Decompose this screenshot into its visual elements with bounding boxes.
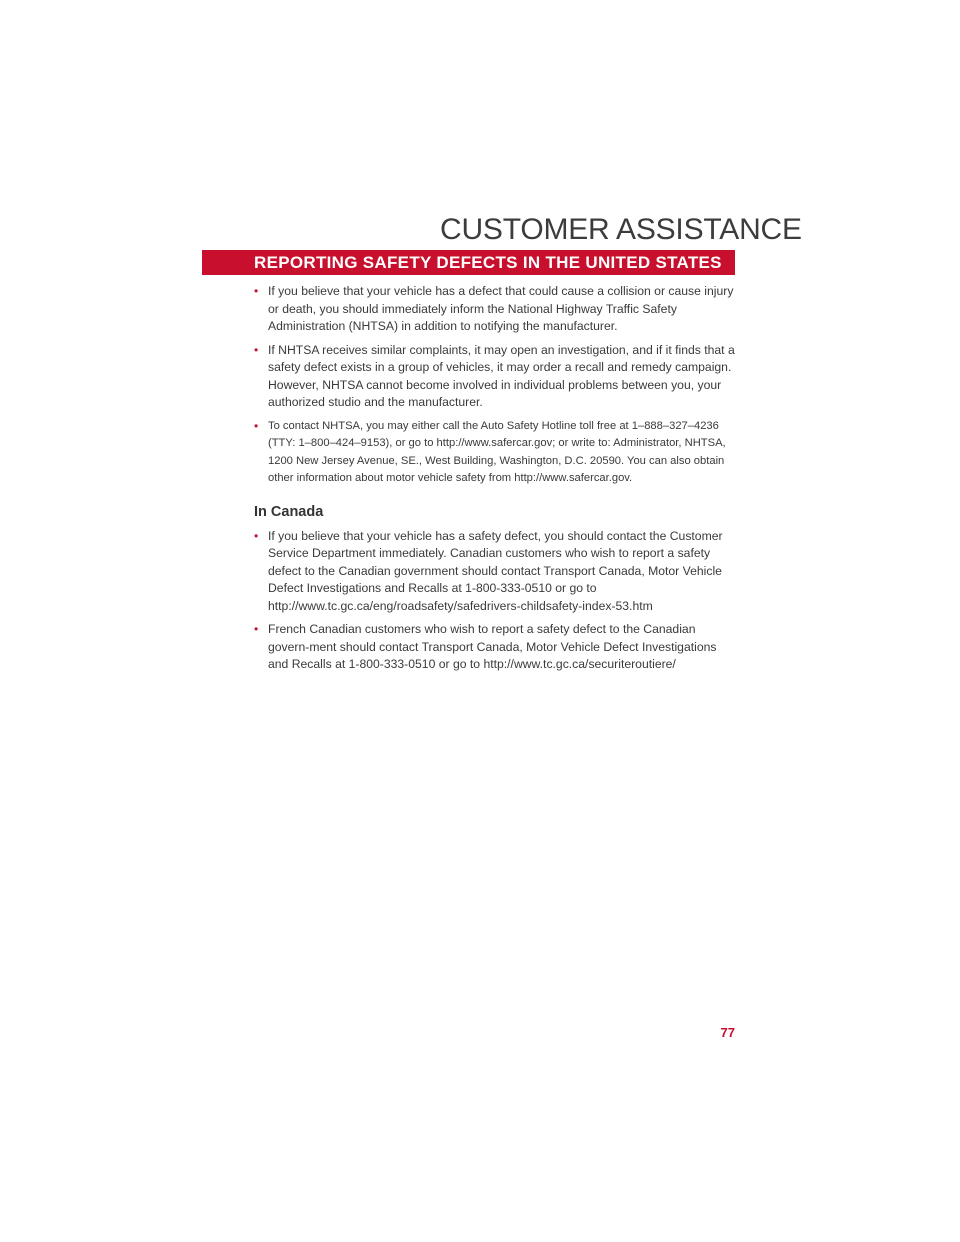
- bullet-icon: •: [254, 622, 259, 636]
- list-item-text: French Canadian customers who wish to report a safety defect to the Canadian govern-ment should contact Transport Canada, Motor Vehicle Defect Investigations and Recalls at 1-800-333-0510 or go to http://www.tc.gc.ca/securiteroutiere/: [268, 622, 717, 671]
- bullet-icon: •: [254, 284, 259, 298]
- list-item: [254, 418, 738, 488]
- list-item-text: To contact NHTSA, you may either call the Auto Safety Hotline toll free at 1–888–327–4236 (TTY: 1–800–424–9153), or go to http://www.safercar.gov; or write to: Administrator, NHTSA, 1200 New Jersey Avenue, SE., West Building, Washington, D.C. 20590. You can also obtain other information about motor vehicle safety from http://www.safercar.gov.: [268, 419, 726, 484]
- list-item: [254, 528, 738, 616]
- section-header: CUSTOMER ASSISTANCE: [440, 213, 802, 246]
- list-item: [254, 283, 738, 336]
- us-bullet-list: [254, 283, 738, 488]
- section-title-bar: [202, 250, 735, 275]
- page-number: 77: [720, 1025, 735, 1040]
- list-item: [254, 621, 738, 674]
- list-item-text: If NHTSA receives similar complaints, it may open an investigation, and if it finds that a safety defect exists in a group of vehicles, it may order a recall and remedy campaign. However, NHTSA cannot become involved in individual problems between you, your authorized studio and the manufacturer.: [268, 342, 735, 409]
- bullet-icon: •: [254, 418, 259, 433]
- list-item: [254, 342, 738, 412]
- section-title: REPORTING SAFETY DEFECTS IN THE UNITED STATES: [254, 252, 722, 272]
- sub-heading: In Canada: [254, 503, 324, 520]
- list-item-text: If you believe that your vehicle has a safety defect, you should contact the Customer Service Department immediately. Canadian customers who wish to report a safety defect to the Canadian government should contact Transport Canada, Motor Vehicle Defect Investigations and Recalls at 1-800-333-0510 or go to http://www.tc.gc.ca/eng/roadsafety/safedrivers-childsafety-index-53.htm: [268, 528, 723, 613]
- bullet-icon: •: [254, 342, 259, 357]
- canada-bullet-list: [254, 528, 738, 674]
- page-content: [254, 283, 738, 674]
- list-item-text: If you believe that your vehicle has a defect that could cause a collision or cause injury or death, you should immediately inform the National Highway Traffic Safety Administration (NHTSA) in addition to notifying the manufacturer.: [268, 284, 734, 333]
- bullet-icon: •: [254, 528, 259, 543]
